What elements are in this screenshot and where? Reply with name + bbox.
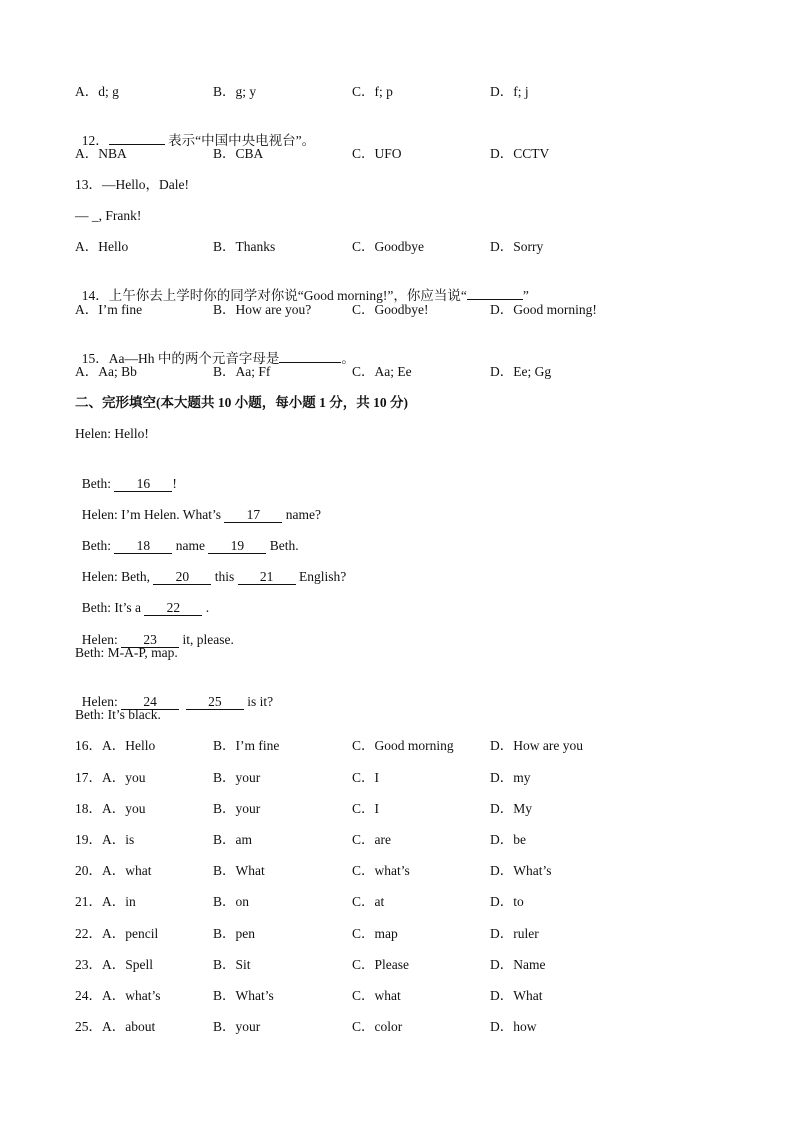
option-d: D．How are you (490, 738, 583, 753)
question-23 (75, 956, 775, 974)
dialog-text: this (211, 569, 238, 584)
option-d: D．my (490, 770, 531, 785)
q14-blank (467, 299, 523, 300)
dialog-text: name? (282, 507, 321, 522)
q14-text-end: ” (522, 288, 529, 303)
option-c: C．at (352, 894, 385, 909)
dialog-text: Beth. (266, 538, 299, 553)
q14-stem (75, 269, 529, 305)
q14-option-a: A．I’m fine (75, 302, 143, 317)
option-c: C．I (352, 801, 379, 816)
q13-option-b: B．Thanks (213, 239, 276, 254)
q15-option-d: D．Ee; Gg (490, 364, 552, 379)
q14-options (75, 301, 775, 319)
q14-option-b: B．How are you? (213, 302, 312, 317)
blank-20: 20 (153, 569, 211, 585)
option-d: D．how (490, 1019, 537, 1034)
q14-option-d: D．Good morning! (490, 302, 597, 317)
option-b: B．on (213, 894, 250, 909)
option-c: C．what (352, 988, 401, 1003)
option-a: 23．A．Spell (75, 957, 154, 972)
q12-text: 表示“中国中央电视台”。 (164, 133, 316, 148)
dialog-text: . (202, 600, 210, 615)
option-b: B．What’s (213, 988, 274, 1003)
q11-options (75, 83, 775, 101)
q11-option-a: A．d; g (75, 84, 119, 99)
option-c: C．Please (352, 957, 409, 972)
option-c: C．what’s (352, 863, 410, 878)
blank-17: 17 (224, 507, 282, 523)
q13-options (75, 238, 775, 256)
option-d: D．What’s (490, 863, 552, 878)
q12-options (75, 145, 775, 163)
option-b: B．am (213, 832, 252, 847)
blank-18: 18 (114, 538, 172, 554)
option-d: D．be (490, 832, 526, 847)
option-d: D．to (490, 894, 524, 909)
dialog-text: is it? (243, 694, 274, 709)
q11-option-c: C．f; p (352, 84, 393, 99)
spacer (179, 694, 186, 709)
question-20 (75, 862, 775, 880)
option-a: 21．A．in (75, 894, 136, 909)
option-a: 22．A．pencil (75, 926, 159, 941)
blank-21: 21 (238, 569, 296, 585)
blank-25: 25 (186, 694, 244, 710)
q15-text-end: 。 (341, 351, 355, 366)
blank-19: 19 (208, 538, 266, 554)
question-16 (75, 737, 775, 755)
q12-number: 12． (81, 133, 109, 148)
question-18 (75, 800, 775, 818)
speaker-text: Helen: Beth, (81, 569, 154, 584)
option-a: 19．A．is (75, 832, 135, 847)
section-heading: 二、完形填空(本大题共 10 小题，每小题 1 分，共 10 分) (75, 395, 408, 410)
q15-option-a: A．Aa; Bb (75, 364, 137, 379)
q12-option-a: A．NBA (75, 146, 127, 161)
question-24 (75, 987, 775, 1005)
option-b: B．your (213, 801, 261, 816)
q13-option-c: C．Goodbye (352, 239, 424, 254)
speaker-text: Beth: (81, 538, 115, 553)
q14-option-c: C．Goodbye! (352, 302, 429, 317)
speaker-text: Helen: I’m Helen. What’s (81, 507, 225, 522)
option-c: C．are (352, 832, 391, 847)
question-17 (75, 769, 775, 787)
dialog-text: ! (172, 476, 177, 491)
blank-23: 23 (121, 632, 179, 648)
q15-option-b: B．Aa; Ff (213, 364, 271, 379)
question-25 (75, 1018, 775, 1036)
q15-options (75, 363, 775, 381)
option-a: 17．A．you (75, 770, 146, 785)
q11-option-d: D．f; j (490, 84, 529, 99)
dialog-line-10: Beth: It’s black. (75, 707, 161, 722)
option-a: 24．A．what’s (75, 988, 161, 1003)
option-d: D．ruler (490, 926, 539, 941)
question-19 (75, 831, 775, 849)
option-b: B．your (213, 1019, 261, 1034)
option-c: C．map (352, 926, 398, 941)
blank-16: 16 (114, 476, 172, 492)
blank-22: 22 (144, 600, 202, 616)
option-b: B．What (213, 863, 265, 878)
q15-option-c: C．Aa; Ee (352, 364, 412, 379)
option-d: D．My (490, 801, 533, 816)
dialog-line-1: Helen: Hello! (75, 426, 149, 441)
option-a: 25．A．about (75, 1019, 156, 1034)
q11-option-b: B．g; y (213, 84, 257, 99)
speaker-text: Beth: It’s a (81, 600, 145, 615)
dialog-line-8: Beth: M-A-P, map. (75, 645, 178, 660)
q12-option-b: B．CBA (213, 146, 264, 161)
speaker-text: Helen: (81, 632, 122, 647)
q13-option-a: A．Hello (75, 239, 129, 254)
dialog-line-6 (75, 581, 209, 617)
question-22 (75, 925, 775, 943)
option-d: D．What (490, 988, 543, 1003)
option-d: D．Name (490, 957, 546, 972)
option-b: B．your (213, 770, 261, 785)
q12-option-d: D．CCTV (490, 146, 550, 161)
option-b: B．I’m fine (213, 738, 280, 753)
option-a: 18．A．you (75, 801, 146, 816)
option-b: B．pen (213, 926, 255, 941)
dialog-text: it, please. (179, 632, 234, 647)
option-c: C．I (352, 770, 379, 785)
q13-line2: — _, Frank! (75, 208, 142, 223)
dialog-text: name (172, 538, 209, 553)
blank-24: 24 (121, 694, 179, 710)
q13-line1: 13．—Hello，Dale! (75, 177, 189, 192)
option-c: C．Good morning (352, 738, 454, 753)
q14-text: 14．上午你去上学时你的同学对你说“Good morning!”，你应当说“ (81, 288, 467, 303)
question-21 (75, 893, 775, 911)
option-a: 20．A．what (75, 863, 152, 878)
option-a: 16．A．Hello (75, 738, 156, 753)
dialog-text: English? (295, 569, 347, 584)
speaker-text: Helen: (81, 694, 122, 709)
option-b: B．Sit (213, 957, 251, 972)
q13-option-d: D．Sorry (490, 239, 544, 254)
q15-text: 15．Aa—Hh 中的两个元音字母是 (81, 351, 280, 366)
option-c: C．color (352, 1019, 403, 1034)
q12-option-c: C．UFO (352, 146, 402, 161)
speaker-text: Beth: (81, 476, 115, 491)
